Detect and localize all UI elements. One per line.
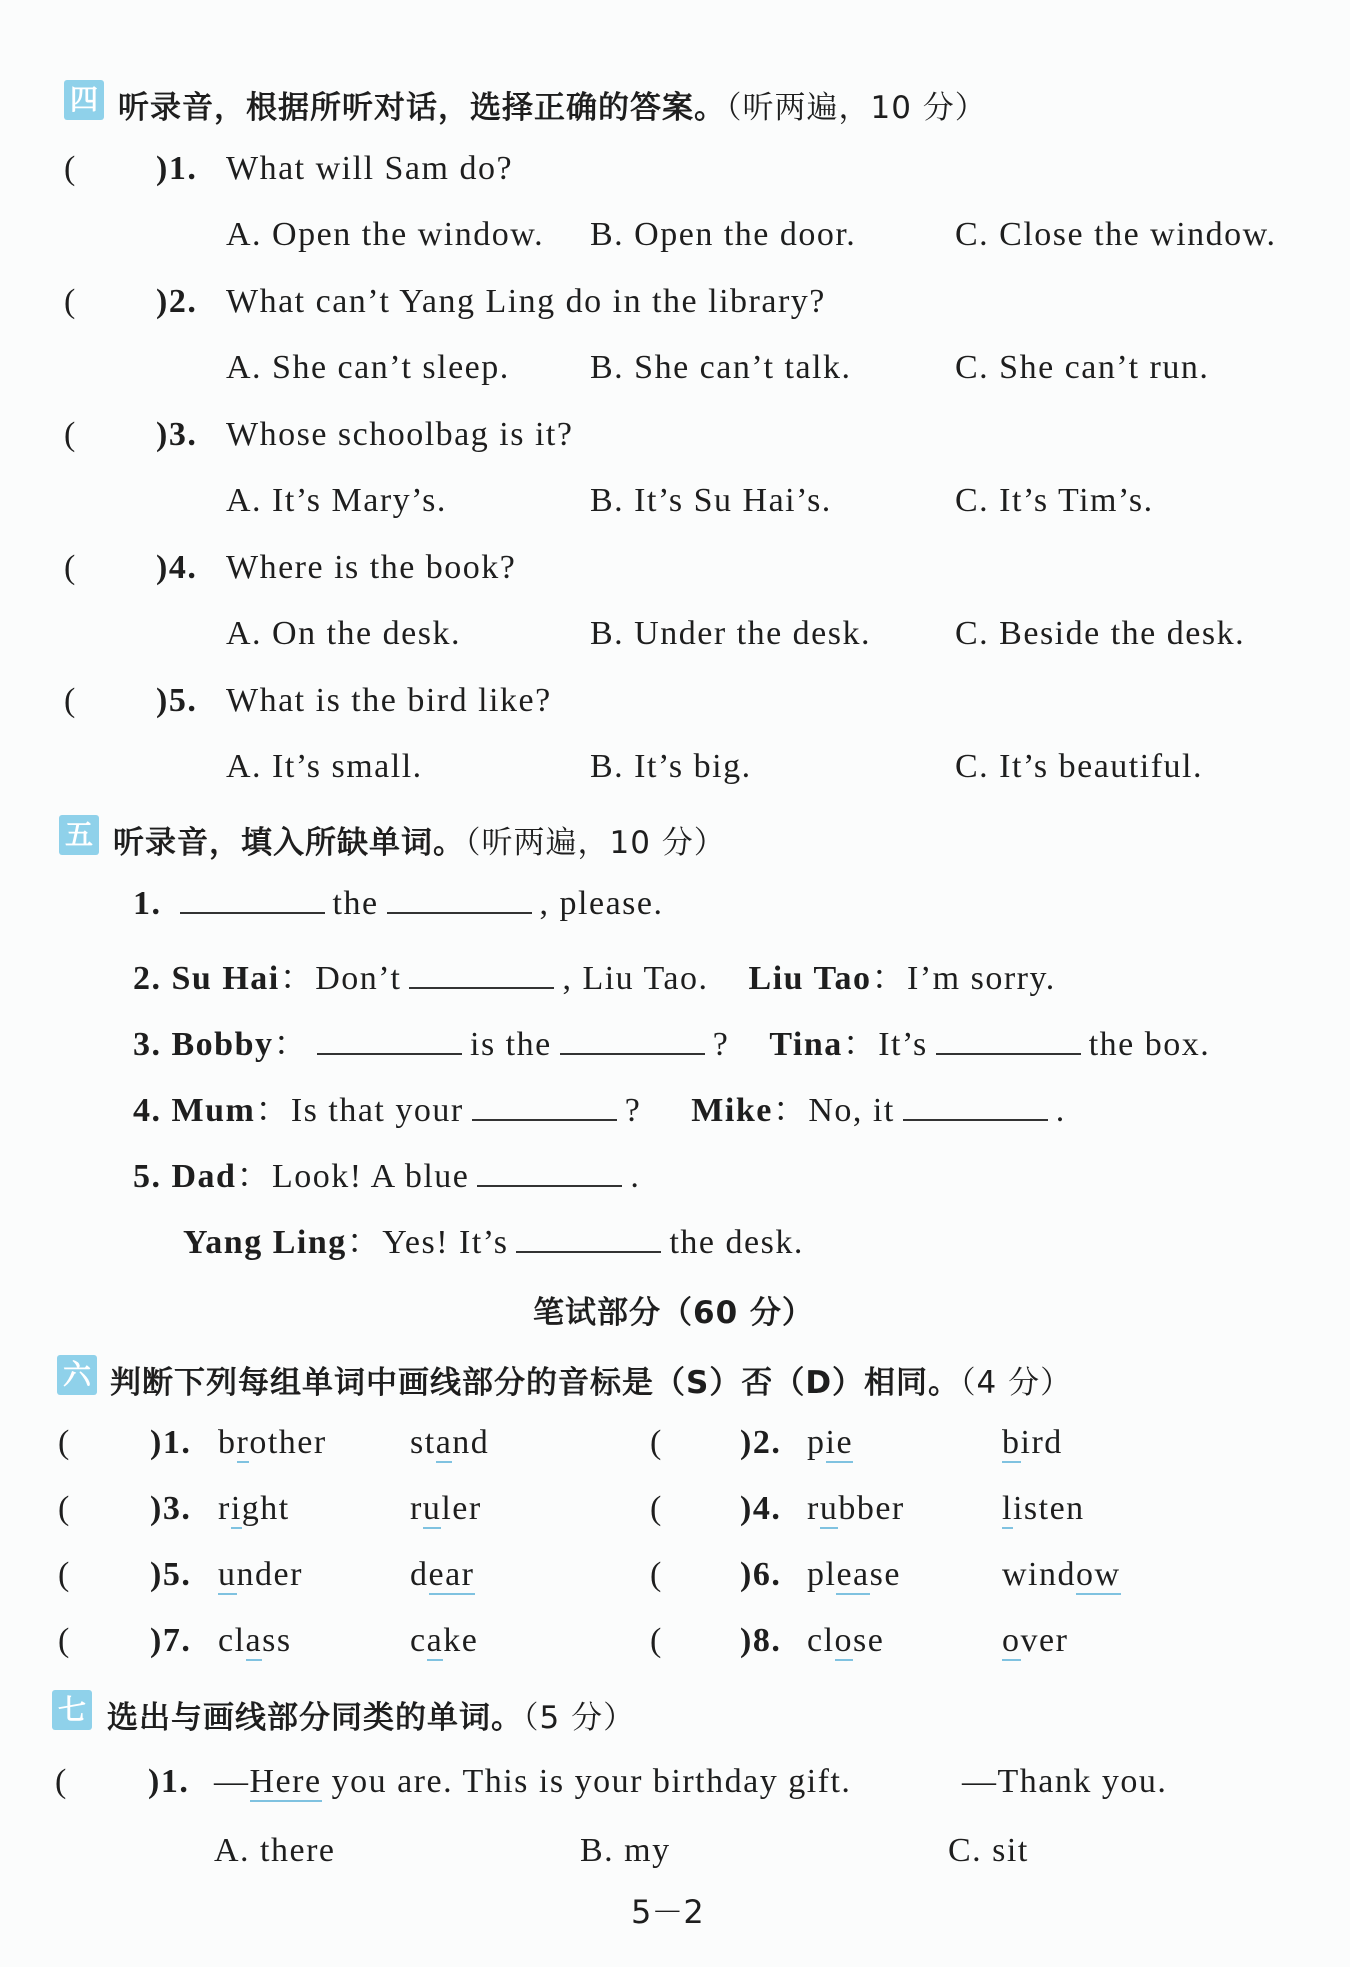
blank-field[interactable] xyxy=(387,884,532,914)
speaker-name: Mum xyxy=(171,1092,256,1129)
option-c: C. sit xyxy=(948,1832,1029,1869)
speaker-name: Bobby xyxy=(171,1026,274,1063)
option-c: C. She can’t run. xyxy=(955,349,1210,386)
question-number: )7. xyxy=(150,1622,192,1659)
question-text: What can’t Yang Ling do in the library? xyxy=(226,283,826,320)
word: brother xyxy=(218,1424,327,1461)
word: window xyxy=(1002,1556,1121,1593)
question-number: )3. xyxy=(150,1490,192,1527)
question-text: What will Sam do? xyxy=(226,150,514,187)
word: please xyxy=(807,1556,901,1593)
blank-field[interactable] xyxy=(477,1157,622,1187)
fill-line-1: 1. the , please. xyxy=(133,885,664,922)
speaker-name: Dad xyxy=(171,1158,237,1195)
speaker-name: Yang Ling xyxy=(183,1224,347,1261)
blank-field[interactable] xyxy=(472,1091,617,1121)
option-c: C. Beside the desk. xyxy=(955,615,1246,652)
word: pie xyxy=(807,1424,854,1461)
section-5-badge: 五 xyxy=(59,815,99,855)
option-a: A. It’s small. xyxy=(226,748,423,785)
question-text: Where is the book? xyxy=(226,549,517,586)
fill-line-6: Yang Ling：Yes! It’s the desk. xyxy=(183,1224,804,1261)
question-number: )2. xyxy=(740,1424,782,1461)
reply-text: —Thank you. xyxy=(962,1763,1168,1800)
blank-field[interactable] xyxy=(560,1025,705,1055)
word: dear xyxy=(410,1556,475,1593)
section-7-instruction: 选出与画线部分同类的单词。 xyxy=(107,1700,523,1736)
option-b: B. Open the door. xyxy=(590,216,857,253)
section-6-title xyxy=(110,1357,1072,1402)
word: class xyxy=(218,1622,292,1659)
question-number: )1. xyxy=(156,150,198,187)
section-5-title xyxy=(113,817,726,862)
fill-line-4: 4. Mum：Is that your ? Mike：No, it . xyxy=(133,1092,1066,1129)
blank-field[interactable] xyxy=(903,1091,1048,1121)
option-b: B. my xyxy=(580,1832,671,1869)
fill-line-3: 3. Bobby： is the ? Tina：It’s the box. xyxy=(133,1026,1211,1063)
question-number: )5. xyxy=(150,1556,192,1593)
option-a: A. She can’t sleep. xyxy=(226,349,510,386)
fill-line-5: 5. Dad：Look! A blue . xyxy=(133,1158,641,1195)
option-c: C. Close the window. xyxy=(955,216,1277,253)
question-text: What is the bird like? xyxy=(226,682,552,719)
written-part-heading: 笔试部分（60 分） xyxy=(533,1295,814,1331)
section-5-instruction: 听录音，填入所缺单词。 xyxy=(113,825,465,861)
blank-field[interactable] xyxy=(317,1025,462,1055)
option-c: C. It’s Tim’s. xyxy=(955,482,1154,519)
answer-paren-open: ( xyxy=(64,283,77,320)
option-b: B. Under the desk. xyxy=(590,615,872,652)
option-a: A. there xyxy=(214,1832,336,1869)
word: close xyxy=(807,1622,885,1659)
option-b: B. She can’t talk. xyxy=(590,349,852,386)
blank-field[interactable] xyxy=(516,1223,661,1253)
question-number: )3. xyxy=(156,416,198,453)
option-b: B. It’s Su Hai’s. xyxy=(590,482,832,519)
word: ruler xyxy=(410,1490,482,1527)
section-6-note: （4 分） xyxy=(960,1365,1073,1401)
word: rubber xyxy=(807,1490,905,1527)
word: under xyxy=(218,1556,303,1593)
question-number: )2. xyxy=(156,283,198,320)
section-7-note: （5 分） xyxy=(523,1700,636,1736)
word: over xyxy=(1002,1622,1069,1659)
question-number: )1. xyxy=(150,1424,192,1461)
fill-line-2: 2. Su Hai：Don’t , Liu Tao. Liu Tao：I’m sorry. xyxy=(133,960,1056,997)
section-4-instruction: 听录音，根据所听对话，选择正确的答案。 xyxy=(118,90,726,126)
question-number: )5. xyxy=(156,682,198,719)
question-number: )6. xyxy=(740,1556,782,1593)
speaker-name: Tina xyxy=(769,1026,843,1063)
option-a: A. On the desk. xyxy=(226,615,461,652)
question-text: Whose schoolbag is it? xyxy=(226,416,574,453)
question-number: )4. xyxy=(740,1490,782,1527)
section-5-note: （听两遍，10 分） xyxy=(465,825,726,861)
worksheet-page: 四 听录音，根据所听对话，选择正确的答案。（听两遍，10 分） ( )1. What will Sam do? A. Open the window. B. Open the door. C. Close the window. ( )2. What can’t Yang Ling do in the library? A. She can’t sleep. B. She can’t talk. C. She can’t run. ( )3. Whose schoolbag is it? A. It’s Mary’s. B. It’s Su Hai’s. C. It’s Tim’s. ( )4. Where is the book? A. On the desk. B. Under the desk. C. Beside the desk. ( )5. What is the bird like? A. It’s small. B. It’s big. C. It’s beautiful. 五 听录音，填入所缺单词。（听两遍，10 分） 1. the , please. 2. Su Hai：Don’t , Liu Tao. Liu Tao：I’m sorry. 3. Bobby： is the ? Tina：It’s the box. 4. Mum：Is that your ? Mike：No, it . 5. Dad：Look! A blue . Yang Ling：Yes! It’s the desk. 笔试部分（60 分） 六 判断下列每组单词中画线部分的音标是（S）否（D）相同。（4 分） ( )1. brother stand ( )2. pie bird ( )3. right ruler ( )4. rubber listen ( )5. under dear ( )6. please window ( )7. class cake ( )8. close over 七 选出与画线部分同类的单词。（5 分） ( )1. —Here you are. This is your birthday gift. —Thank you. A. there B. my C. sit 5－2 xyxy=(0,0,1350,1967)
word: cake xyxy=(410,1622,479,1659)
section-6-instruction: 判断下列每组单词中画线部分的音标是（S）否（D）相同。 xyxy=(110,1365,961,1401)
section-4-note: （听两遍，10 分） xyxy=(726,90,987,126)
speaker-name: Liu Tao xyxy=(748,960,872,997)
question-number: )8. xyxy=(740,1622,782,1659)
word: listen xyxy=(1002,1490,1085,1527)
answer-paren-open: ( xyxy=(64,150,77,187)
page-number: 5－2 xyxy=(631,1893,704,1931)
speaker-name: Mike xyxy=(691,1092,773,1129)
question-number: )4. xyxy=(156,549,198,586)
section-7-badge: 七 xyxy=(52,1690,92,1730)
word: stand xyxy=(410,1424,490,1461)
option-c: C. It’s beautiful. xyxy=(955,748,1203,785)
blank-field[interactable] xyxy=(180,884,325,914)
blank-field[interactable] xyxy=(409,959,554,989)
option-a: A. It’s Mary’s. xyxy=(226,482,447,519)
answer-paren-open: ( xyxy=(64,682,77,719)
word: right xyxy=(218,1490,290,1527)
section-7-title xyxy=(107,1692,635,1737)
option-b: B. It’s big. xyxy=(590,748,752,785)
speaker-name: Su Hai xyxy=(171,960,280,997)
answer-paren-open: ( xyxy=(64,416,77,453)
section-4-title xyxy=(118,82,987,127)
option-a: A. Open the window. xyxy=(226,216,545,253)
section-4-badge: 四 xyxy=(64,80,104,120)
section-6-badge: 六 xyxy=(57,1355,97,1395)
blank-field[interactable] xyxy=(936,1025,1081,1055)
word: bird xyxy=(1002,1424,1063,1461)
question-text: —Here you are. This is your birthday gift. xyxy=(214,1763,852,1800)
question-number: )1. xyxy=(148,1763,190,1800)
answer-paren-open: ( xyxy=(64,549,77,586)
